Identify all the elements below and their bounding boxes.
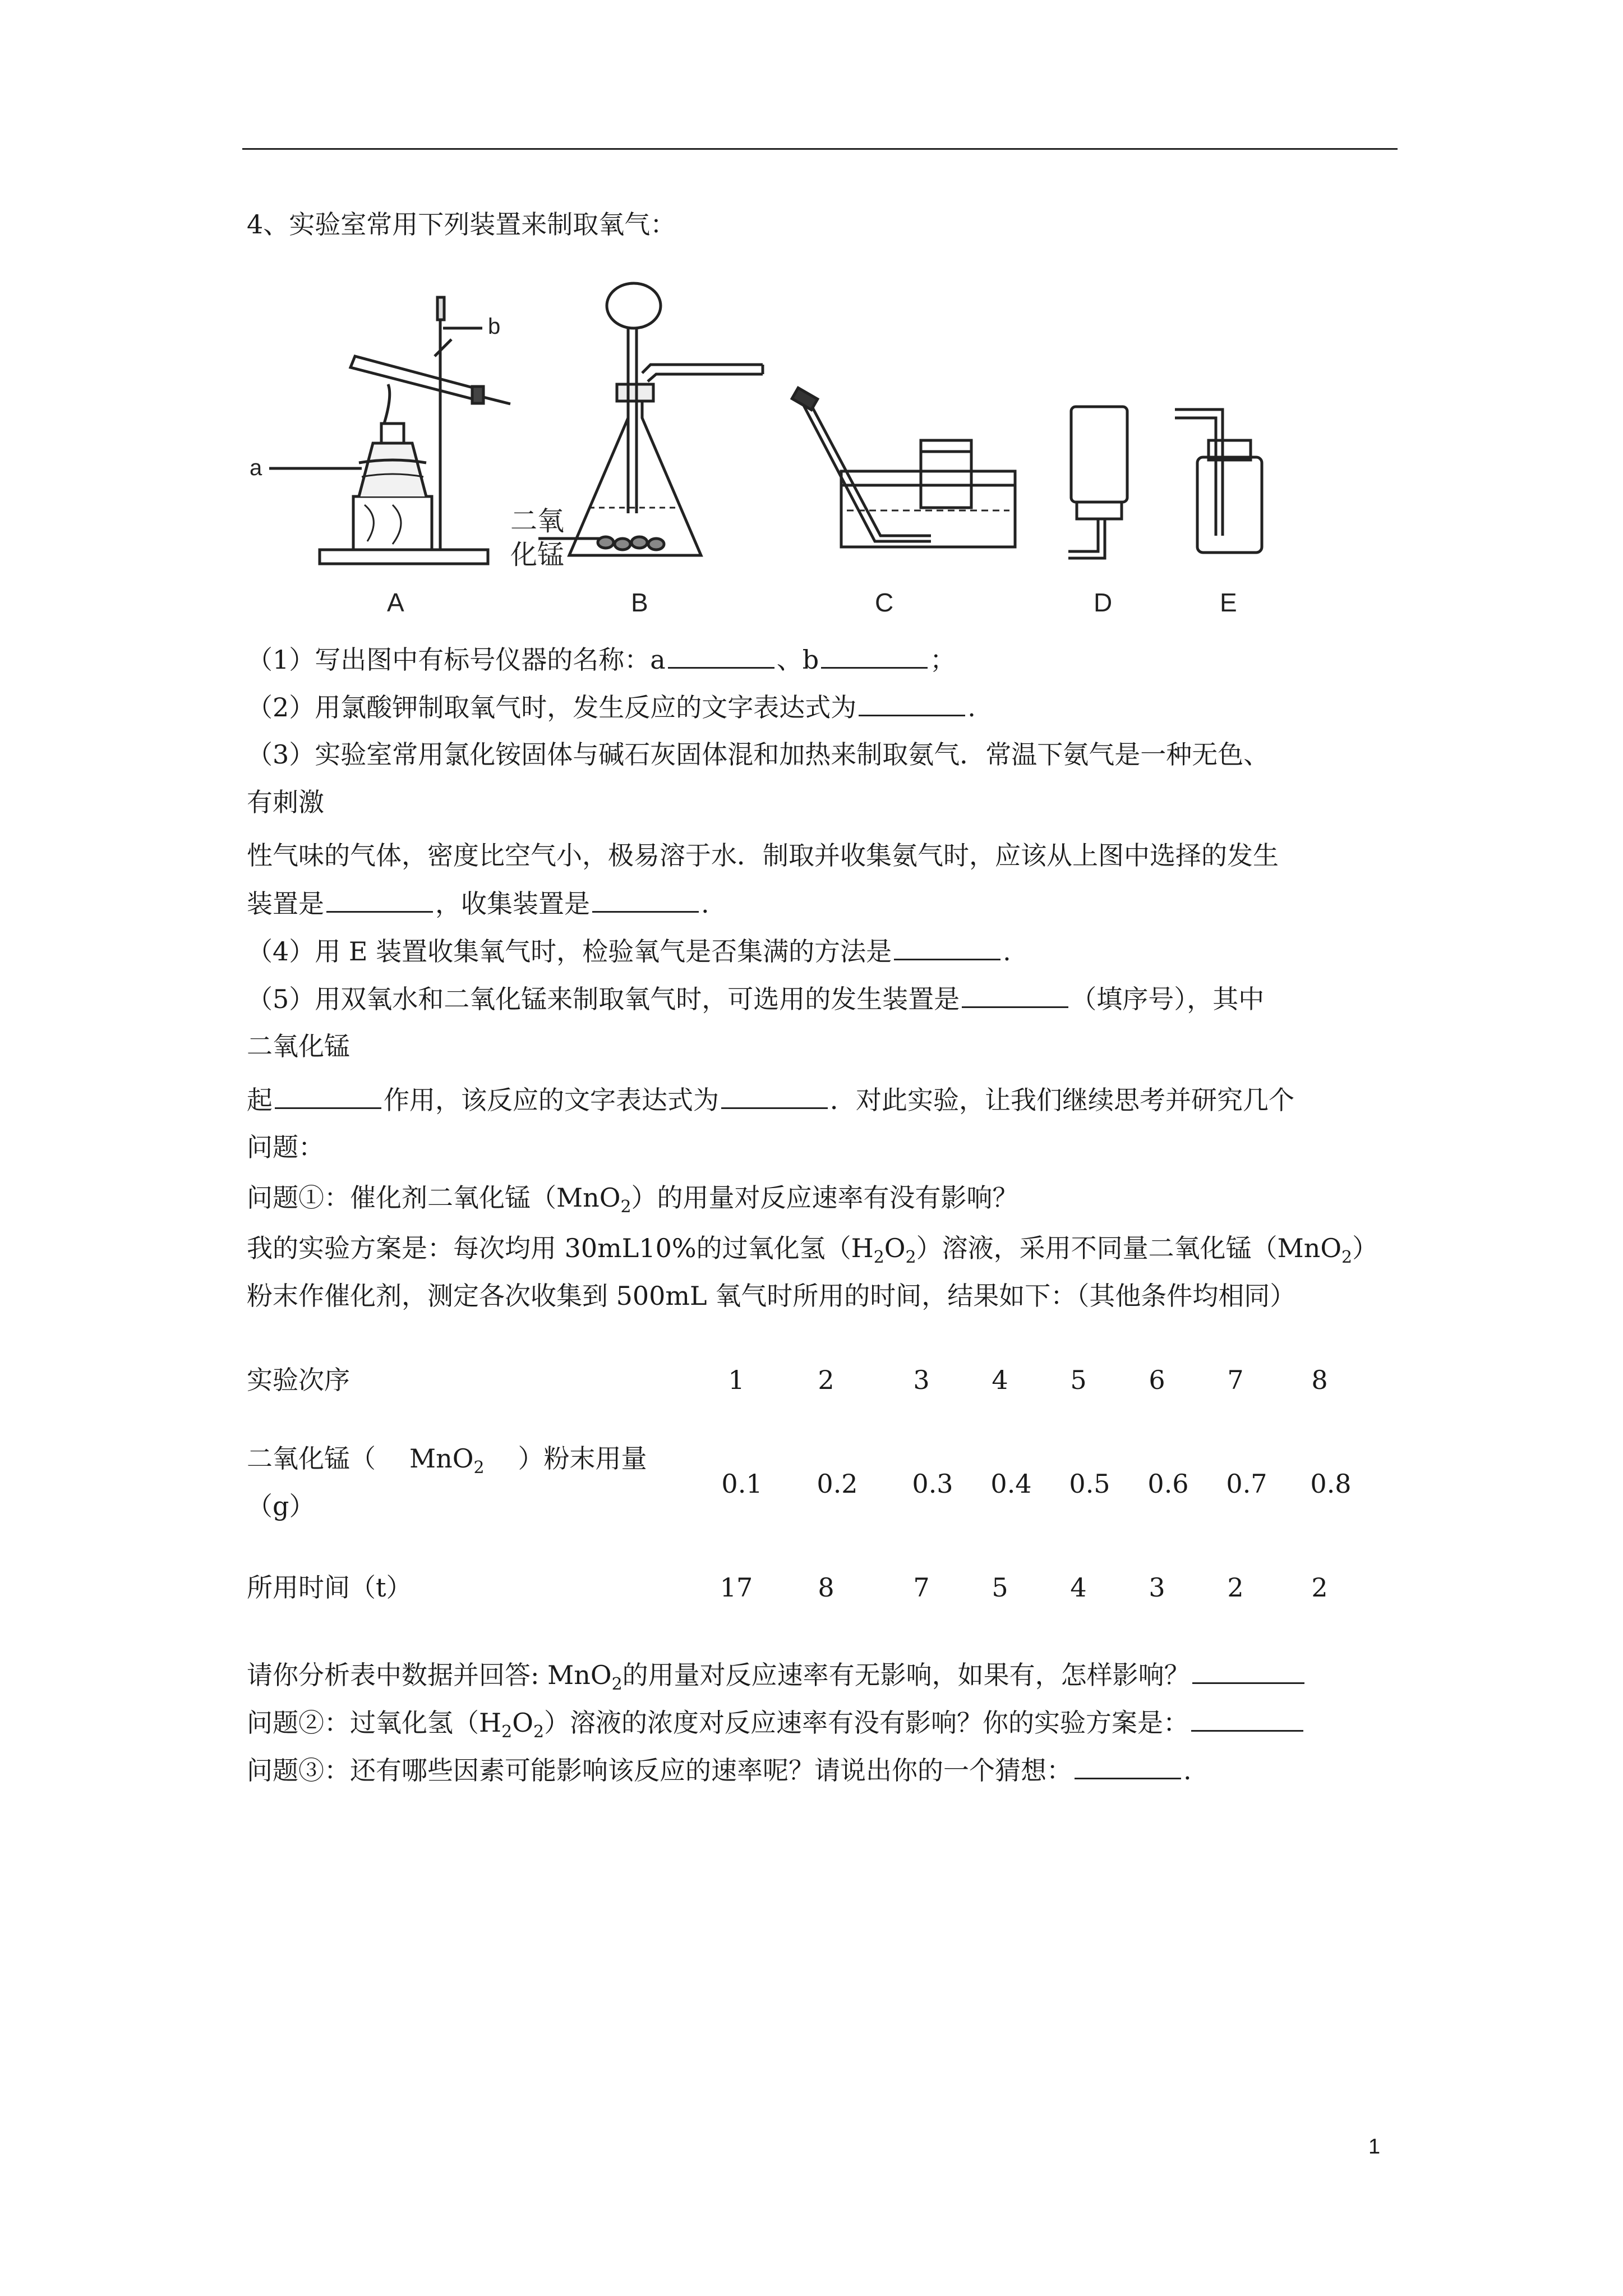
apparatus-figure <box>241 255 1307 625</box>
cell: 7 <box>1227 1365 1244 1395</box>
cell: 0.7 <box>1226 1469 1267 1499</box>
cell: 4 <box>1070 1572 1087 1603</box>
cell: 5 <box>1070 1365 1087 1395</box>
q3-line4: 装置是 ，收集装置是 . <box>247 886 709 921</box>
cell: 2 <box>1227 1572 1244 1603</box>
cell: 17 <box>720 1572 753 1603</box>
blank-q5-eq[interactable] <box>721 1083 828 1109</box>
blank-problem3[interactable] <box>1075 1753 1181 1779</box>
q1-line: （1）写出图中有标号仪器的名称：a 、b ； <box>247 642 956 677</box>
q2-line: （2）用氯酸钾制取氧气时，发生反应的文字表达式为 . <box>247 690 976 724</box>
letter-b: B <box>631 588 648 617</box>
letter-c: C <box>875 588 894 617</box>
blank-q4[interactable] <box>894 934 1000 960</box>
q5-line1: （5）用双氧水和二氧化锰来制取氧气时，可选用的发生装置是 （填序号），其中 <box>247 982 1264 1016</box>
row2-label-unit: （g） <box>247 1491 315 1521</box>
problem1-line3: 粉末作催化剂，测定各次收集到 500mL 氧气时所用的时间，结果如下：（其他条件均相同） <box>247 1281 1296 1311</box>
analysis-line2: 问题②：过氧化氢$(H_2O_2)$溶液的浓度对反应速率有没有影响？你的实验方案是： <box>247 1705 1306 1749</box>
label-a: a <box>250 455 262 480</box>
cell: 3 <box>1149 1572 1165 1603</box>
cell: 0.5 <box>1069 1469 1110 1499</box>
q5-line4: 问题： <box>247 1132 324 1162</box>
cell: 7 <box>913 1572 930 1603</box>
letter-e: E <box>1220 588 1237 617</box>
label-b: b <box>488 314 501 339</box>
apparatus-b <box>510 283 763 617</box>
cell: 0.4 <box>990 1469 1032 1499</box>
q5-line2: 二氧化锰 <box>247 1031 350 1061</box>
letter-a: A <box>387 588 404 617</box>
apparatus-e <box>1175 409 1262 617</box>
cell: 0.6 <box>1147 1469 1189 1499</box>
cell: 3 <box>913 1365 930 1395</box>
letter-d: D <box>1094 588 1113 617</box>
cell: 8 <box>1311 1365 1328 1395</box>
question-title: 4、实验室常用下列装置来制取氧气： <box>247 209 676 240</box>
analysis-line1: 请你分析表中数据并回答: MnO$_2$的用量对反应速率有无影响，如果有，怎样影响？ <box>247 1658 1307 1701</box>
blank-q5-role[interactable] <box>275 1083 381 1109</box>
cell: 0.1 <box>721 1469 763 1499</box>
label-mno2-1: 二氧 <box>510 507 565 536</box>
q5-line3: 起 作用，该反应的文字表达式为 ．对此实验，让我们继续思考并研究几个 <box>247 1083 1294 1117</box>
cell: 6 <box>1149 1365 1165 1395</box>
problem1-line2: 我的实验方案是：每次均用 30mL10%的过氧化氢$(H_2O_2)$溶液，采用不同量二氧化锰（MnO$_2$） <box>247 1233 1378 1268</box>
blank-q3-col[interactable] <box>592 886 699 913</box>
q3-line2: 有刺激 <box>247 787 324 817</box>
q3-line1: （3）实验室常用氯化铵固体与碱石灰固体混和加热来制取氨气．常温下氨气是一种无色、 <box>247 739 1270 770</box>
cell: 2 <box>818 1365 834 1395</box>
blank-problem2[interactable] <box>1191 1705 1303 1732</box>
blank-b[interactable] <box>821 642 928 669</box>
blank-a[interactable] <box>668 642 774 669</box>
blank-q3-gen[interactable] <box>326 886 433 913</box>
q3-line3: 性气味的气体，密度比空气小，极易溶于水．制取并收集氨气时，应该从上图中选择的发生 <box>247 840 1279 871</box>
cell: 0.3 <box>912 1469 953 1499</box>
cell: 4 <box>992 1365 1008 1395</box>
header-rule <box>242 148 1398 150</box>
analysis-line3: 问题③：还有哪些因素可能影响该反应的速率呢？请说出你的一个猜想： . <box>247 1753 1192 1787</box>
label-mno2-2: 化锰 <box>510 540 565 570</box>
blank-q2[interactable] <box>859 690 965 716</box>
cell: 1 <box>728 1365 745 1395</box>
blank-analysis[interactable] <box>1192 1658 1304 1684</box>
cell: 0.2 <box>817 1469 858 1499</box>
cell: 8 <box>818 1572 834 1603</box>
apparatus-a <box>250 297 510 617</box>
cell: 5 <box>992 1572 1008 1603</box>
row3-label: 所用时间（t） <box>247 1572 412 1603</box>
blank-q5-dev[interactable] <box>962 982 1068 1008</box>
apparatus-c <box>792 388 1015 617</box>
q4-line: （4）用 E 装置收集氧气时，检验氧气是否集满的方法是 . <box>247 934 1011 968</box>
page-number: 1 <box>1368 2135 1381 2159</box>
row1-label: 实验次序 <box>247 1365 350 1395</box>
problem1-line1: 问题①：催化剂二氧化锰（MnO$_2$）的用量对反应速率有没有影响？ <box>247 1182 1018 1217</box>
row2-label: 二氧化锰（ MnO$_2$ ）粉末用量 <box>247 1443 647 1478</box>
apparatus-d <box>1068 407 1127 617</box>
cell: 0.8 <box>1310 1469 1352 1499</box>
cell: 2 <box>1311 1572 1328 1603</box>
